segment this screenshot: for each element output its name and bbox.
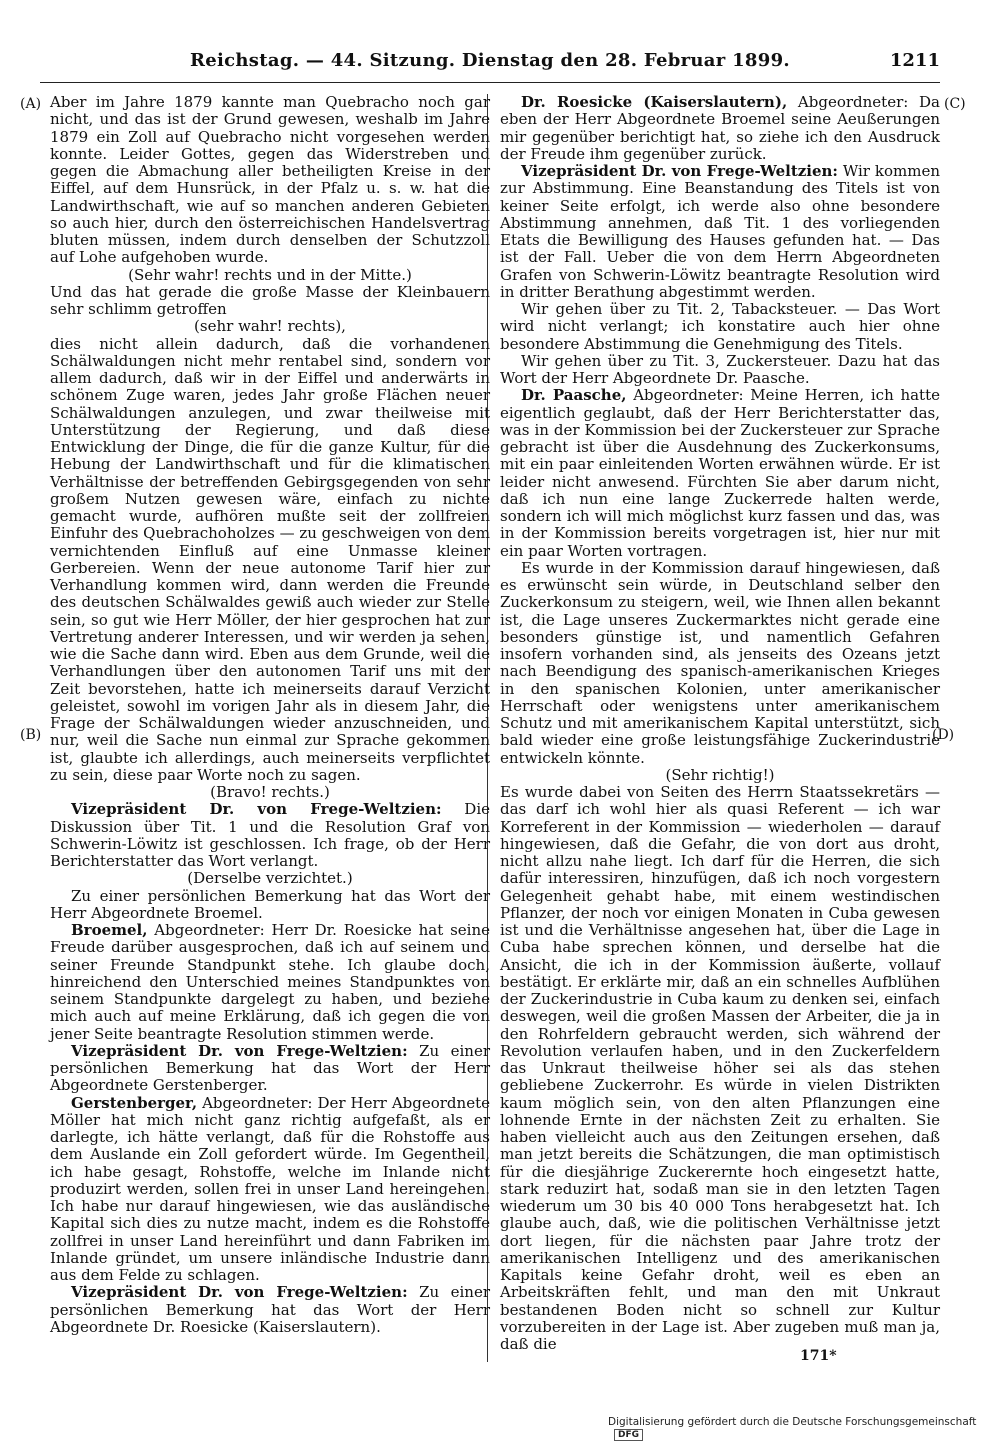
- paragraph: Es wurde in der Kommission darauf hingewiesen, daß es erwünscht sein würde, in Deutschland selber den Zuckerkonsum zu steigern, weil, wie Ihnen allen bekannt ist, die Lage unseres Zuckermarktes nicht gerade eine besonders günstige ist, und namentlich Gefahren insofern vorhanden sind, als jenseits des Ozeans jetzt nach Beendigung des spanisch-amerikanischen Krieges in den spanischen Kolonien, unter amerikanischer Herrschaft oder wenigstens unter amerikanischem Schutz und mit amerikanischem Kapital unterstützt, sich bald wieder eine große leistungsfähige Zuckerindustrie entwickeln könnte.: [500, 558, 940, 767]
- speech-text: Abgeordneter: Da eben der Herr Abgeordnete Broemel seine Aeußerungen mir gegenüber berichtigt hat, so ziehe ich den Ausdruck der Freude ihm gegenüber zurück.: [500, 93, 940, 163]
- paragraph: Aber im Jahre 1879 kannte man Quebracho noch gar nicht, und das ist der Grund gewesen, weshalb im Jahre 1879 ein Zoll auf Quebracho nicht vorgesehen werden konnte. Leider Gottes, gegen das Widerstreben und gegen die Abmachung aller betheiligten Kreise in der Eiffel, auf dem Hunsrück, in der Pfalz u. s. w. hat die Landwirthschaft, wie auf so manchen anderen Gebieten so auch hier, durch den österreichischen Handelsvertrag bluten müssen, indem durch denselben der Schutzzoll auf Lohe aufgehoben wurde.: [50, 93, 490, 267]
- interjection: (sehr wahr! rechts),: [194, 317, 346, 336]
- speech-paragraph: [50, 1284, 490, 1336]
- margin-marker-c: (C): [944, 96, 966, 112]
- paragraph: Zu einer persönlichen Bemerkung hat das Wort der Herr Abgeordnete Broemel.: [50, 886, 490, 922]
- paragraph: Und das hat gerade die große Masse der Kleinbauern sehr schlimm getroffen: [50, 282, 490, 318]
- speech-paragraph: [500, 387, 940, 560]
- speech-paragraph: [50, 1043, 490, 1095]
- digitization-credit: [608, 1416, 1000, 1441]
- speaker-name: Dr. Roesicke (Kaiserslautern),: [521, 93, 788, 111]
- speaker-name: Gerstenberger,: [71, 1093, 198, 1112]
- right-column: [500, 94, 940, 1353]
- left-column: [50, 94, 490, 1336]
- speech-paragraph: [50, 801, 490, 870]
- speech-paragraph: [50, 1095, 490, 1285]
- paragraph: Wir gehen über zu Tit. 2, Tabacksteuer. — Das Wort wird nicht verlangt; ich konstatire auch hier ohne besondere Abstimmung die Genehmigung des Titels.: [500, 300, 940, 353]
- speaker-name: Vizepräsident Dr. von Frege-Weltzien:: [71, 1041, 408, 1060]
- speech-text: Zu einer persönlichen Bemerkung hat das Wort der Herr Abgeordnete Gerstenberger.: [50, 1041, 490, 1095]
- interjection: (Sehr richtig!): [665, 765, 775, 784]
- speech-paragraph: [500, 163, 940, 301]
- speech-paragraph: [50, 922, 490, 1043]
- speech-text: Die Diskussion über Tit. 1 und die Resolution Graf von Schwerin-Löwitz ist geschlossen. Ich frage, ob der Herr Berichterstatter das Wort verlangt.: [50, 800, 490, 870]
- margin-marker-b: (B): [20, 727, 42, 743]
- interjection: (Derselbe verzichtet.): [187, 869, 353, 888]
- header-title: Reichstag. — 44. Sitzung. Dienstag den 28. Februar 1899.: [190, 50, 790, 71]
- speech-paragraph: [500, 94, 940, 163]
- credit-text: Digitalisierung gefördert durch die Deutsche Forschungsgemeinschaft: [608, 1416, 977, 1428]
- paragraph: dies nicht allein dadurch, daß die vorhandenen Schälwaldungen nicht mehr rentabel sind, sondern vor allem dadurch, daß wir in der Eiffel und anderwärts in schönem Zuge waren, jedes Jahr große Flächen neuer Schälwaldungen anzulegen, und zwar theilweise mit Unterstützung der Regierung, und daß diese Entwicklung der Dinge, die für die ganze Kultur, für die Hebung der Landwirthschaft und für die klimatischen Verhältnisse der betreffenden Gebirgsgegenden von sehr großem Nutzen gewesen wäre, einfach zu nichte gemacht wurde, aufhören mußte seit der zollfreien Einfuhr des Quebrachoholzes — zu geschweigen von dem vernichtenden Einfluß auf eine Unmasse kleiner Gerbereien. Wenn der neue autonome Tarif hier zur Verhandlung kommen wird, dann werden die Freunde des deutschen Schälwaldes gewiß auch wieder zur Stelle sein, so gut wie Herr Möller, der hier gesprochen hat zur Vertretung anderer Interessen, und wir werden ja sehen, wie die Sache dann wird. Eben aus dem Grunde, weil die Verhandlungen über den autonomen Tarif uns mit der Zeit bevorstehen, hatte ich meinerseits darauf Verzicht geleistet, sowohl im vorigen Jahr als in diesem Jahr, die Frage der Schälwaldungen wieder anzuschneiden, und nur, weil die Sache nun einmal zur Sprache gekommen ist, glaubte ich allerdings, auch meinerseits verpflichtet zu sein, diese paar Worte noch zu sagen.: [50, 334, 490, 784]
- speaker-name: Vizepräsident Dr. von Frege-Weltzien:: [521, 162, 838, 180]
- header-rule: [40, 82, 940, 83]
- margin-marker-a: (A): [20, 96, 42, 112]
- speaker-name: Vizepräsident Dr. von Frege-Weltzien:: [71, 800, 442, 819]
- margin-marker-d: (D): [932, 727, 955, 743]
- dfg-logo: DFG: [614, 1429, 643, 1441]
- speech-text: Zu einer persönlichen Bemerkung hat das Wort der Herr Abgeordnete Dr. Roesicke (Kaiserslautern).: [50, 1283, 490, 1336]
- speech-text: Wir kommen zur Abstimmung. Eine Beanstandung des Titels ist von keiner Seite erfolgt, ich werde also ohne besondere Abstimmung annehmen, daß Tit. 1 des vorliegenden Etats die Bewilligung des Hauses gefunden hat. — Das ist der Fall. Ueber die von dem Herrn Abgeordneten Grafen von Schwerin-Löwitz beantragte Resolution wird in dritter Berathung abgestimmt werden.: [500, 162, 940, 301]
- speaker-name: Broemel,: [71, 921, 148, 939]
- signature-mark: 171*: [800, 1348, 837, 1364]
- speech-text: Abgeordneter: Meine Herren, ich hatte eigentlich geglaubt, daß der Herr Berichterstatter das, was in der Kommission bei der Zuckersteuer zur Sprache gebracht ist über die Ausdehnung des Zuckerkonsums, mit ein paar einleitenden Worten erwähnen würde. Er ist leider nicht anwesend. Fürchten Sie aber darum nicht, daß ich nun eine lange Zuckerrede halten werde, sondern ich will mich möglichst kurz fassen und das, was in der Kommission bereits vorgetragen ist, hier nur mit ein paar Worten vortragen.: [500, 386, 940, 560]
- paragraph: Es wurde dabei von Seiten des Herrn Staatssekretärs — das darf ich wohl hier als quasi Referent — ich war Korreferent in der Kommission — wiederholen — darauf hingewiesen, daß die Gefahr, die von dort aus droht, nicht allzu nahe liegt. Ich darf für die Herren, die sich dafür interessiren, hinzufügen, daß ich noch vorgestern Gelegenheit gehabt habe, mit einem westindischen Pflanzer, der noch vor einigen Monaten in Cuba gewesen ist und die Verhältnisse angesehen hat, über die Lage in Cuba habe sprechen können, und derselbe hat die Ansicht, die ich in der Kommission äußerte, vollauf bestätigt. Er erklärte mir, daß an ein schnelles Aufblühen der Zuckerindustrie in Cuba kaum zu denken sei, einfach deswegen, weil die großen Massen der Arbeiter, die ja in den Rohrfeldern gebraucht werden, sich während der Revolution verlaufen haben, und in den Zuckerfeldern das Unkraut theilweise höher sei als das stehen gebliebene Zuckerrohr. Es würde in vielen Distrikten kaum möglich sein, von den alten Pflanzungen eine lohnende Ernte in der nächsten Zeit zu erhalten. Sie haben vielleicht auch aus den Zeitungen ersehen, daß man jetzt bereits die Schätzungen, die man optimistisch für die diesjährige Zuckerernte hoch eingesetzt hatte, stark reduzirt hat, sodaß man sie in den letzten Tagen wiederum um 30 bis 40 000 Tons herabgesetzt hat. Ich glaube auch, daß, wie die politischen Verhältnisse jetzt dort liegen, für die nächsten paar Jahre trotz der amerikanischen Intelligenz und des amerikanischen Kapitals keine Gefahr droht, weil es eben an Arbeitskräften fehlt, und man den mit Unkraut bestandenen Boden nicht so schnell zur Kultur vorzubereiten in der Lage ist. Aber zugeben muß man ja, daß die: [500, 783, 940, 1353]
- speaker-name: Dr. Paasche,: [521, 386, 627, 405]
- page-header: [40, 48, 940, 78]
- speech-text: Abgeordneter: Herr Dr. Roesicke hat seine Freude darüber ausgesprochen, daß ich auf seinem und seiner Freunde Standpunkt stehe. Ich glaube doch, hinreichend den Unterschied meines Standpunktes von seinem Standpunkte dargelegt zu haben, und beziehe mich auch auf meine Erklärung, daß ich gegen die von jener Seite beantragte Resolution stimmen werde.: [50, 921, 490, 1043]
- speech-text: Abgeordneter: Der Herr Abgeordnete Möller hat mich nicht ganz richtig aufgefaßt, als er darlegte, ich hätte verlangt, daß für die Rohstoffe aus dem Auslande ein Zoll gefordert würde. Im Gegentheil, ich habe gesagt, Rohstoffe, welche im Inlande nicht produzirt werden, sollen frei in unser Land hereingehen. Ich habe nur darauf hingewiesen, wie das ausländische Kapital sich dies zu nutze macht, indem es die Rohstoffe zollfrei in unser Land hereinführt und dann Fabriken im Inlande gründet, um unsere inländische Industrie dann aus dem Felde zu schlagen.: [50, 1093, 490, 1284]
- page-number: 1211: [889, 50, 940, 71]
- speaker-name: Vizepräsident Dr. von Frege-Weltzien:: [71, 1283, 408, 1302]
- interjection: (Bravo! rechts.): [210, 783, 330, 801]
- interjection: (Sehr wahr! rechts und in der Mitte.): [128, 265, 412, 284]
- paragraph: Wir gehen über zu Tit. 3, Zuckersteuer. Dazu hat das Wort der Herr Abgeordnete Dr. Paasche.: [500, 351, 940, 387]
